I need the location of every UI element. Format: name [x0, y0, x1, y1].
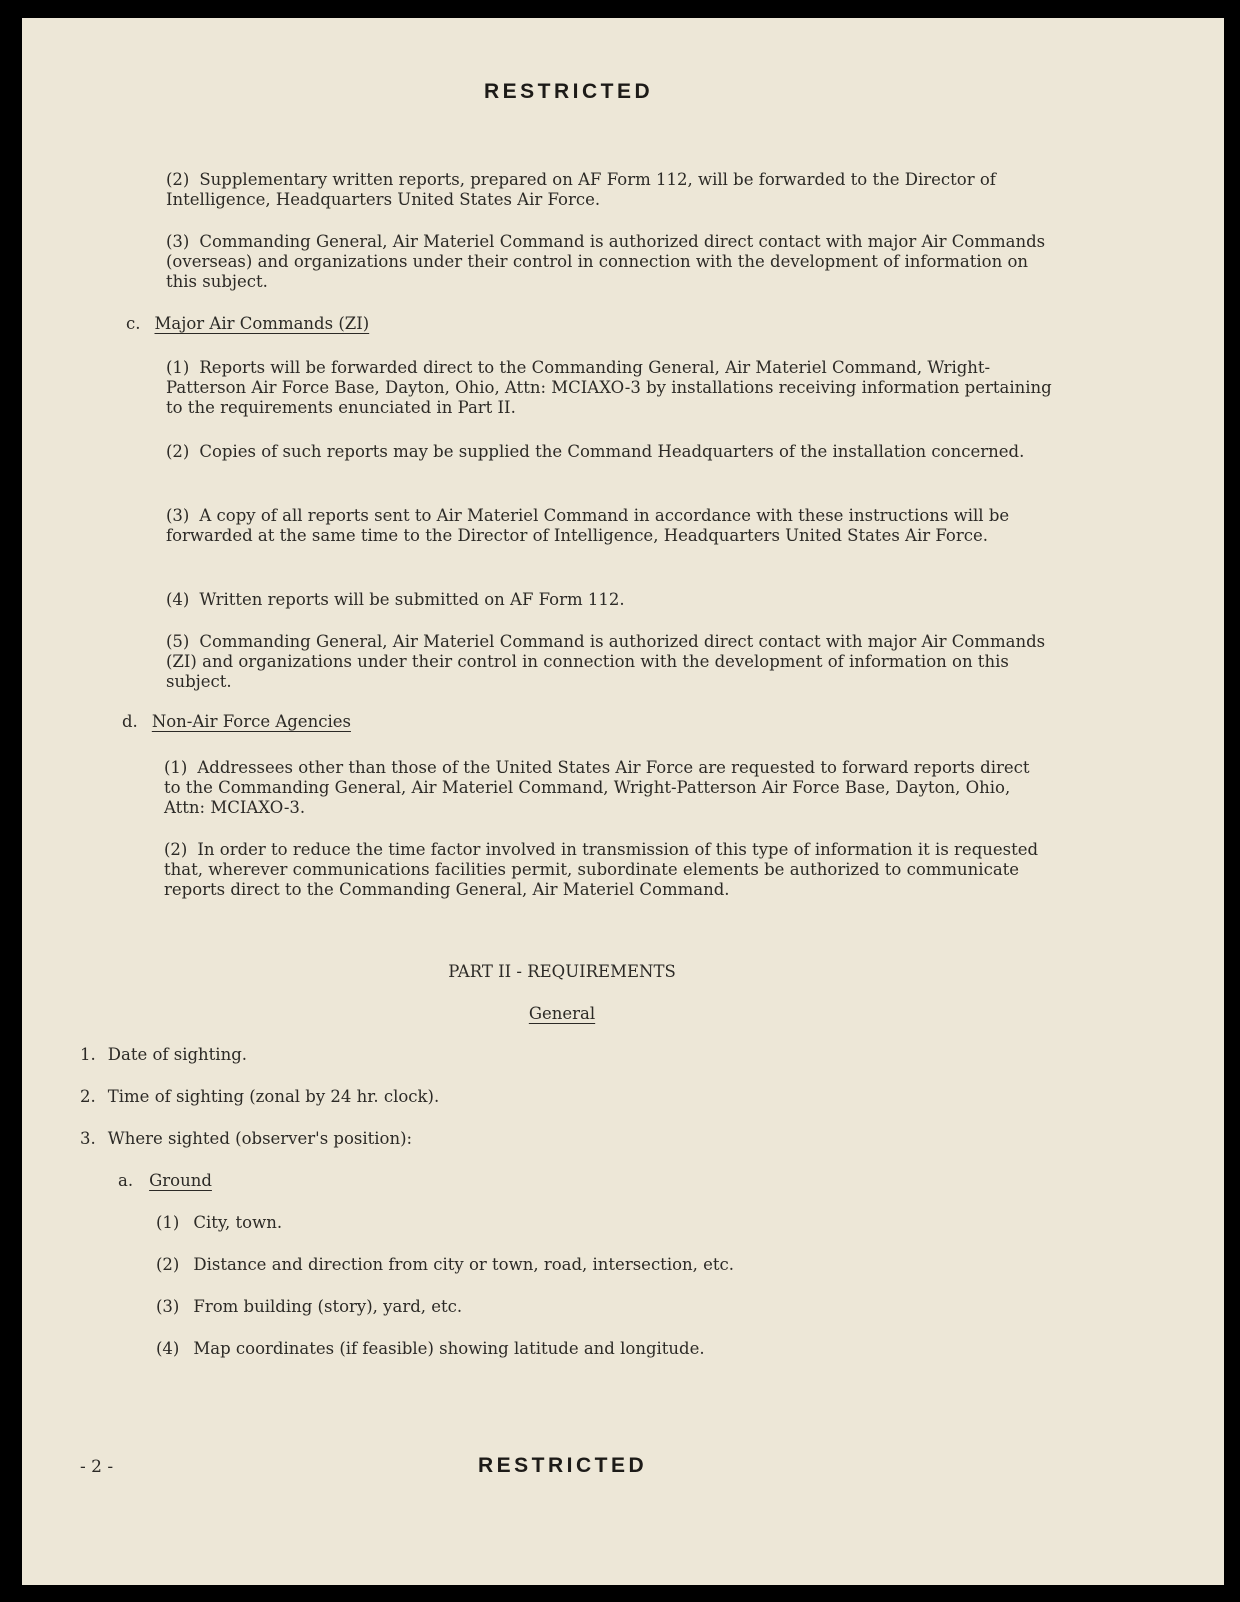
paragraph-b-2: [166, 170, 1046, 210]
paragraph-label: (3): [166, 232, 190, 251]
paragraph-label: (5): [166, 632, 190, 651]
item-label: (1): [156, 1213, 180, 1232]
paragraph-text: Written reports will be submitted on AF Form 112.: [199, 590, 625, 609]
section-title: Ground: [149, 1171, 212, 1190]
item-label: (3): [156, 1297, 180, 1316]
item-text: Map coordinates (if feasible) showing latitude and longitude.: [193, 1339, 705, 1358]
item-label: (4): [156, 1339, 180, 1358]
section-label: a.: [118, 1171, 134, 1190]
paragraph-text: Commanding General, Air Materiel Command is authorized direct contact with major Air Commands (ZI) and organizations under their control in connection with the development of information on this subject.: [166, 632, 1046, 691]
ground-item-2: [156, 1255, 1056, 1275]
paragraph-label: (1): [166, 358, 190, 377]
item-text: From building (story), yard, etc.: [193, 1297, 463, 1316]
item-label: 1.: [80, 1045, 96, 1064]
header-classification: RESTRICTED: [484, 80, 654, 103]
section-d-heading: [122, 712, 722, 732]
item-text: Time of sighting (zonal by 24 hr. clock).: [107, 1087, 440, 1106]
ground-item-1: [156, 1213, 1056, 1233]
item-text: Distance and direction from city or town, road, intersection, etc.: [193, 1255, 735, 1274]
section-label: c.: [126, 314, 141, 333]
paragraph-text: Copies of such reports may be supplied the Command Headquarters of the installation concerned.: [199, 442, 1025, 461]
paragraph-c-4: [166, 590, 1056, 610]
ground-heading: [118, 1171, 718, 1191]
paragraph-label: (2): [166, 170, 190, 189]
paragraph-text: A copy of all reports sent to Air Materiel Command in accordance with these instructions will be forwarded at the same time to the Director of Intelligence, Headquarters United States Air Force.: [166, 506, 1010, 545]
requirement-item-1: [80, 1045, 980, 1065]
item-text: City, town.: [193, 1213, 283, 1232]
document-page: [22, 18, 1224, 1585]
paragraph-text: Commanding General, Air Materiel Command is authorized direct contact with major Air Commands (overseas) and organizations under their control in connection with the development of information on this subject.: [166, 232, 1046, 291]
ground-item-3: [156, 1297, 1056, 1317]
paragraph-label: (3): [166, 506, 190, 525]
paragraph-text: Addressees other than those of the United States Air Force are requested to forward reports direct to the Commanding General, Air Materiel Command, Wright-Patterson Air Force Base, Dayton, Ohio, Attn: MCIAXO-3.: [164, 758, 1030, 817]
requirement-item-2: [80, 1087, 980, 1107]
item-label: (2): [156, 1255, 180, 1274]
item-text: Date of sighting.: [107, 1045, 248, 1064]
item-label: 2.: [80, 1087, 96, 1106]
page-number: - 2 -: [80, 1457, 114, 1477]
paragraph-c-1: [166, 358, 1056, 418]
paragraph-text: Reports will be forwarded direct to the Commanding General, Air Materiel Command, Wright-Patterson Air Force Base, Dayton, Ohio, Attn: MCIAXO-3 by installations receiving information pertaining to the requirements enunciated in Part II.: [166, 358, 1052, 417]
paragraph-text: In order to reduce the time factor involved in transmission of this type of information it is requested that, wherever communications facilities permit, subordinate elements be authorized to communicate reports direct to the Commanding General, Air Materiel Command.: [164, 840, 1039, 899]
section-title: Major Air Commands (ZI): [154, 314, 370, 333]
section-c-heading: [126, 314, 726, 334]
requirement-item-3: [80, 1129, 980, 1149]
paragraph-label: (2): [164, 840, 188, 859]
paragraph-d-2: [164, 840, 1059, 900]
paragraph-b-3: [166, 232, 1046, 292]
item-label: 3.: [80, 1129, 96, 1148]
item-text: Where sighted (observer's position):: [107, 1129, 413, 1148]
ground-item-4: [156, 1339, 1056, 1359]
section-label: d.: [122, 712, 138, 731]
subtitle-text: General: [528, 1004, 596, 1023]
paragraph-d-1: [164, 758, 1046, 818]
paragraph-c-5: [166, 632, 1046, 692]
footer-classification: RESTRICTED: [478, 1454, 648, 1477]
paragraph-label: (4): [166, 590, 190, 609]
paragraph-label: (1): [164, 758, 188, 777]
section-title: Non-Air Force Agencies: [151, 712, 351, 731]
paragraph-c-3: [166, 506, 1056, 546]
paragraph-c-2: [166, 442, 1056, 462]
part-two-subtitle: [462, 1004, 662, 1024]
paragraph-label: (2): [166, 442, 190, 461]
paragraph-text: Supplementary written reports, prepared on AF Form 112, will be forwarded to the Director of Intelligence, Headquarters United States Air Force.: [166, 170, 996, 209]
part-two-title: PART II - REQUIREMENTS: [448, 962, 676, 981]
